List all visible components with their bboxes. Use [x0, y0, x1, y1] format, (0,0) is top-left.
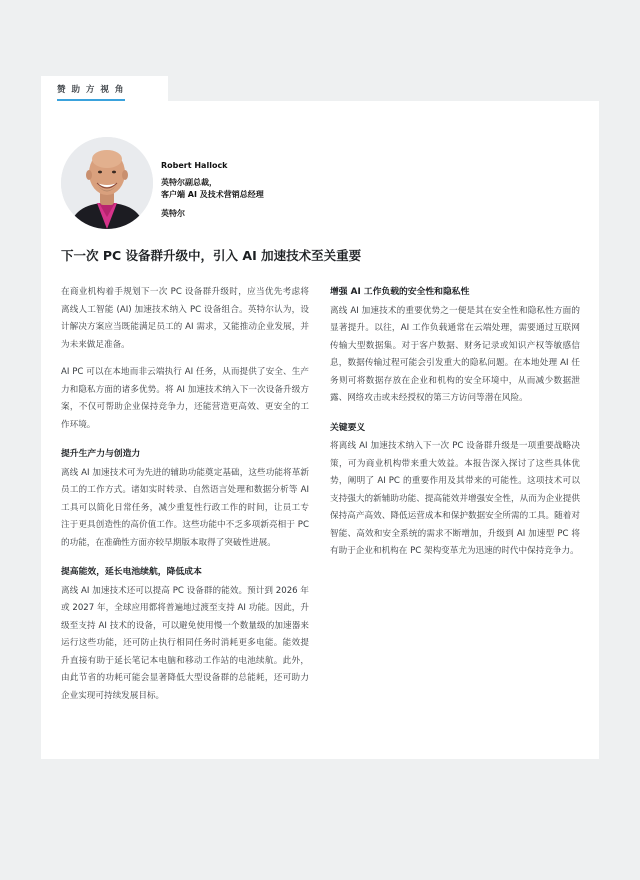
left-column — [61, 284, 309, 705]
author-name: Robert Hallock — [161, 161, 228, 170]
author-bio — [161, 161, 264, 219]
subheading: 关键要义 — [330, 422, 366, 433]
section-tag: 赞 助 方 视 角 — [57, 85, 125, 95]
article-headline: 下一次 PC 设备群升级中，引入 AI 加速技术至关重要 — [61, 248, 362, 263]
subheading: 提高能效，延长电池续航，降低成本 — [61, 567, 202, 577]
paragraph: 将离线 AI 加速技术纳入下一次 PC 设备群升级是一项重要战略决策，可为商业机构带来重大效益。本报告深入探讨了这些具体优势，阐明了 AI PC 的重要作用及其带来的可能性。这项技术可以支持强大的新辅助功能、提高能效并增强安全性，从而为企业提供保持高产高效、降低运营成本和保护数据安全所需的工具。随着对智能、高效和安全系统的需求不断增加，升级到 AI 加速型 PC 将有助于企业和机构在 PC 架构变革尤为迅速的时代中保持竞争力。 — [330, 441, 580, 556]
subheading: 增强 AI 工作负载的安全性和隐私性 — [330, 287, 470, 297]
paragraph: 在商业机构着手规划下一次 PC 设备群升级时，应当优先考虑将离线人工智能 (AI) 加速技术纳入 PC 设备组合。英特尔认为，设计解决方案应当既能满足员工的 AI 需求，又能推动企业发展，并为未来做足准备。 — [61, 287, 309, 350]
author-company: 英特尔 — [161, 209, 185, 218]
paragraph: 离线 AI 加速技术可为先进的辅助功能奠定基础，这些功能将革新员工的工作方式。诸如实时转录、自然语言处理和数据分析等 AI 工具可以简化日常任务，减少重复性行政工作的时间，让员工专注于更具创造性的高价值工作。这些功能中不乏多项新亮相于 PC 的功能，在准确性方面亦较早期版本取得了突破性进展。 — [61, 467, 309, 548]
paragraph: AI PC 可以在本地而非云端执行 AI 任务，从而提供了安全、生产力和隐私方面的诸多优势。将 AI 加速技术纳入下一次设备升级方案，不仅可帮助企业保持竞争力，还能营造更高效、更安全的工作环境。 — [61, 367, 309, 430]
author-photo — [61, 137, 153, 229]
right-column — [330, 284, 580, 561]
author-title-line2: 客户端 AI 及技术营销总经理 — [161, 190, 264, 199]
author-title-line1: 英特尔副总裁， — [161, 178, 217, 187]
paragraph: 离线 AI 加速技术的重要优势之一便是其在安全性和隐私性方面的显著提升。以往，AI 工作负载通常在云端处理，需要通过互联网传输大型数据集。对于客户数据、财务记录或知识产权等敏感信息，数据传输过程可能会引发重大的隐私问题。在本地处理 AI 任务则可将数据存放在企业和机构的安全环境中，从而减少数据泄露、网络攻击或未经授权的第三方访问等潜在风险。 — [330, 305, 580, 403]
subheading: 提升生产力与创造力 — [61, 449, 141, 459]
content-panel — [41, 101, 599, 759]
paragraph: 离线 AI 加速技术还可以提高 PC 设备群的能效。预计到 2026 年或 2027 年，全球应用都将普遍地过渡至支持 AI 功能。因此，升级至支持 AI 技术的设备，可以避免使用慢一个数量级的加速器来运行这些功能，还可防止执行相同任务时消耗更多电能。能效提升直接有助于延长笔记本电脑和移动工作站的电池续航。此外，由此节省的功耗可能会显著降低大型设备群的总能耗，还可助力企业实现可持续发展目标。 — [61, 585, 309, 701]
section-tab — [41, 76, 168, 101]
